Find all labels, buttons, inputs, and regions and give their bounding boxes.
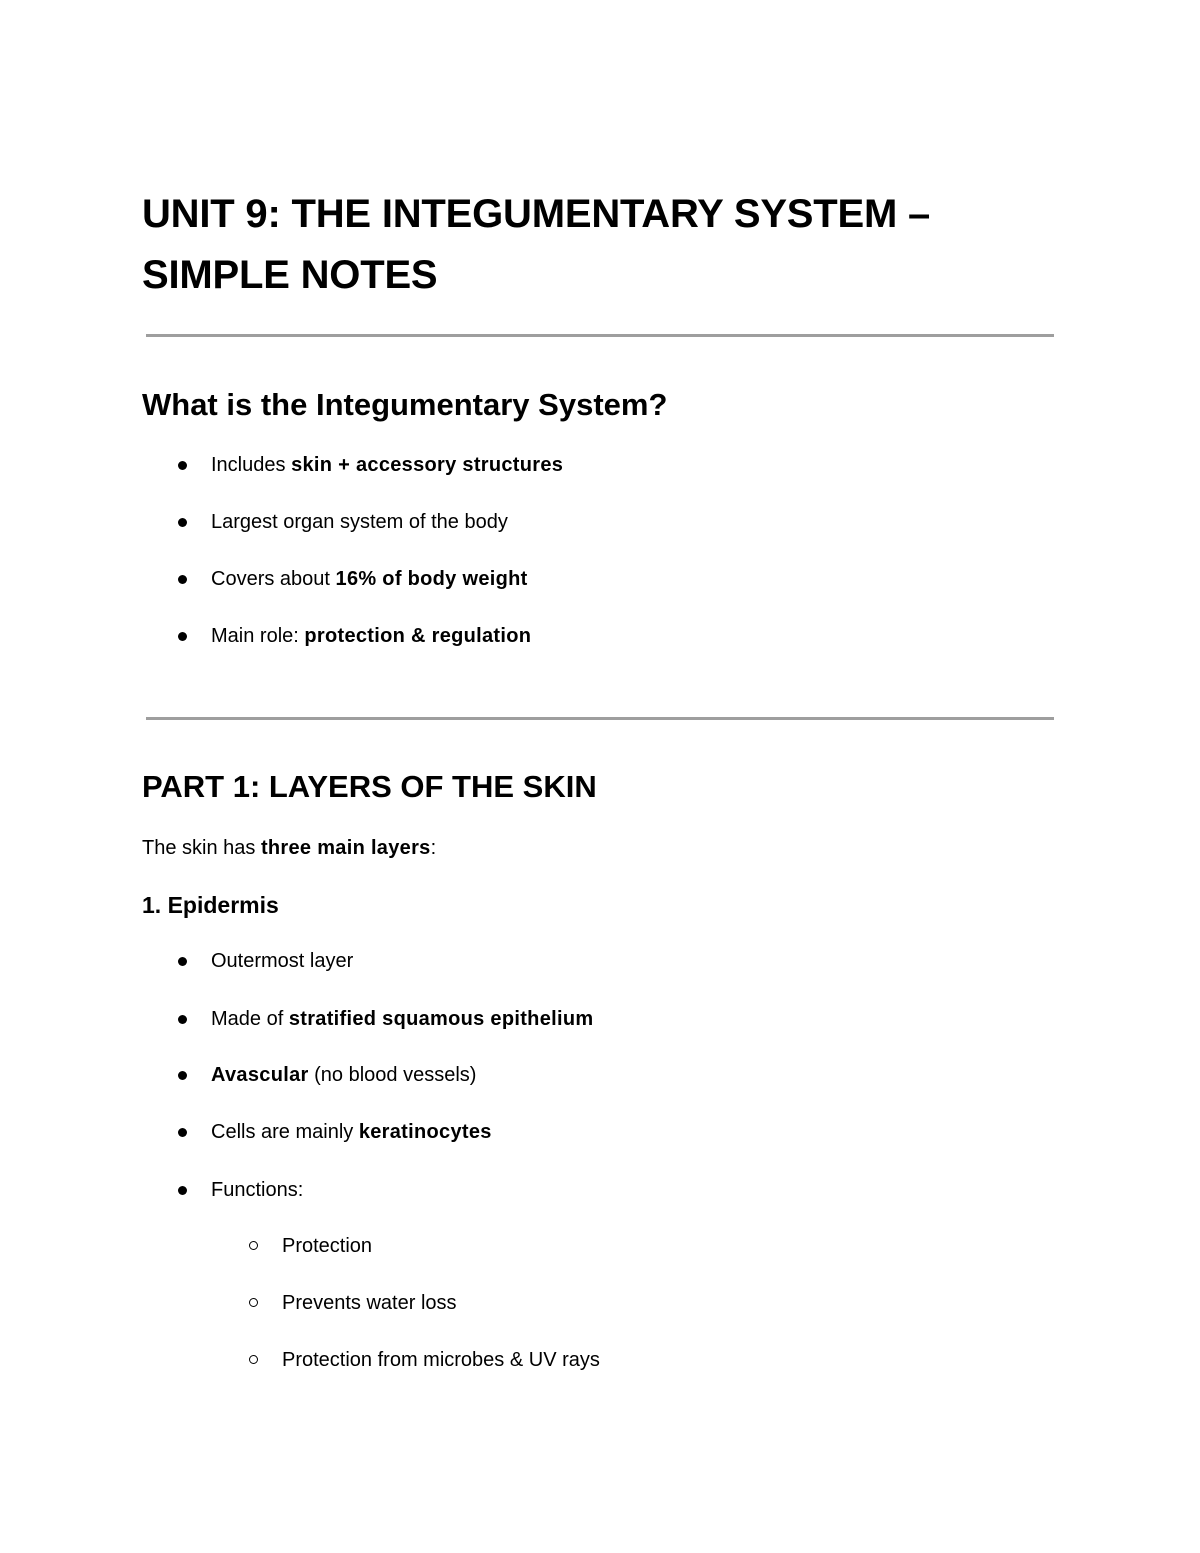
list-item-bold-text: 16% of body weight xyxy=(335,568,528,590)
bullet-icon xyxy=(178,957,187,966)
bullet-icon xyxy=(178,518,187,527)
document-title-line-2: SIMPLE NOTES xyxy=(142,253,438,297)
bullet-icon xyxy=(178,1128,187,1137)
section-heading-intro: What is the Integumentary System? xyxy=(142,387,668,422)
bullet-icon xyxy=(178,1015,187,1024)
list-item-text: Made of xyxy=(211,1008,289,1030)
hollow-bullet-icon xyxy=(249,1355,258,1364)
list-item-bold-text: stratified squamous epithelium xyxy=(288,1008,594,1030)
list-item-bold-text: protection & regulation xyxy=(304,625,532,647)
paragraph-skin-layers: The skin has three main layers: xyxy=(142,837,437,859)
list-item-bold-text: skin + accessory structures xyxy=(291,454,564,476)
horizontal-rule xyxy=(146,334,1054,337)
sublist-item-text: Prevents water loss xyxy=(282,1292,457,1314)
list-item-text: Largest organ system of the body xyxy=(211,511,508,533)
bullet-icon xyxy=(178,461,187,470)
bullet-icon xyxy=(178,1186,187,1195)
list-item-text: Includes xyxy=(211,454,292,476)
section-heading-part-1: PART 1: LAYERS OF THE SKIN xyxy=(142,769,597,804)
list-item-bold-text: keratinocytes xyxy=(358,1121,492,1143)
list-item-bold-text: Avascular xyxy=(211,1064,309,1086)
bullet-icon xyxy=(178,575,187,584)
bullet-icon xyxy=(178,632,187,641)
sublist-item-text: Protection from microbes & UV rays xyxy=(282,1349,600,1371)
list-item-text: Main role: xyxy=(211,625,305,647)
horizontal-rule xyxy=(146,717,1054,720)
list-item-text: Outermost layer xyxy=(211,950,354,972)
document-title-line-1: UNIT 9: THE INTEGUMENTARY SYSTEM – xyxy=(142,192,931,236)
sublist-item-text: Protection xyxy=(282,1235,373,1257)
subheading-epidermis: 1. Epidermis xyxy=(142,892,279,918)
list-item-text: Cells are mainly xyxy=(211,1121,359,1143)
list-item-text: Functions: xyxy=(211,1179,304,1201)
bullet-icon xyxy=(178,1071,187,1080)
list-item-text: Covers about xyxy=(211,568,336,590)
hollow-bullet-icon xyxy=(249,1298,258,1307)
hollow-bullet-icon xyxy=(249,1241,258,1250)
list-item-text: (no blood vessels) xyxy=(308,1064,477,1086)
